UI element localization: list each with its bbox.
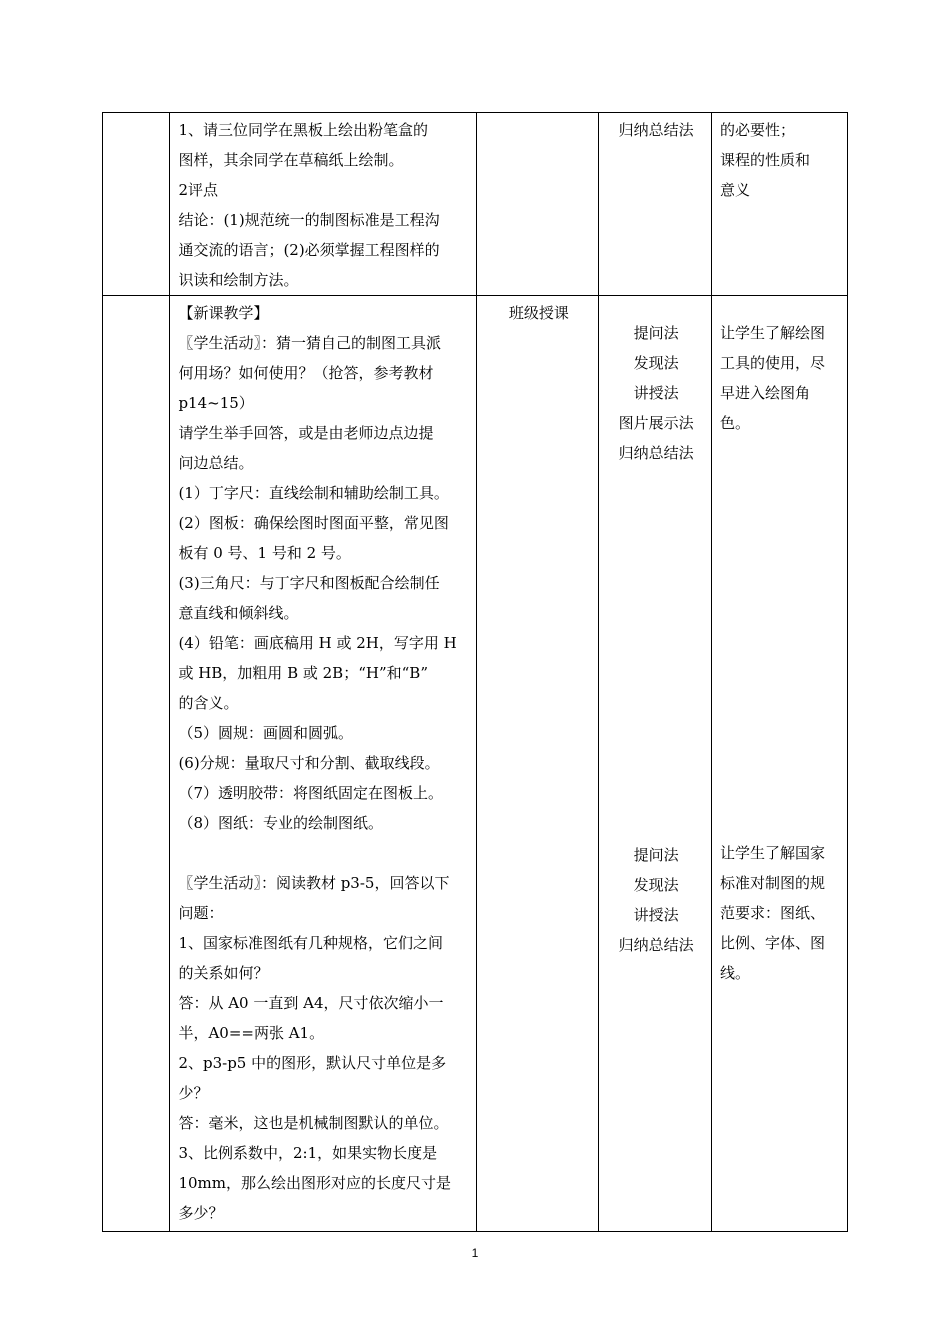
page-number: 1 [471,1246,479,1260]
content-line: (4）铅笔：画底稿用 H 或 2H，写字用 H [178,634,457,652]
content-line: 10mm，那么绘出图形对应的长度尺寸是 [178,1174,451,1192]
content-line: 答：毫米，这也是机械制图默认的单位。 [178,1114,449,1132]
content-line: 何用场？如何使用？（抢答，参考教材 [178,364,434,382]
content-line: 板有 0 号、1 号和 2 号。 [178,544,351,562]
content-line: （5）圆规：画圆和圆弧。 [178,724,353,742]
purpose-line: 让学生了解国家 [720,844,826,862]
content-line: (2）图板：确保绘图时图面平整，常见图 [178,514,449,532]
purpose-line: 早进入绘图角 [720,384,811,402]
lesson-plan-table [102,112,848,1232]
activity-content-cell [170,296,477,1232]
content-line: 识读和绘制方法。 [178,271,299,289]
method-item: 图片展示法 [618,414,694,432]
method-item: 归纳总结法 [618,444,694,462]
purpose-line: 线。 [720,964,751,982]
purpose-cell [712,113,848,296]
content-line: （7）透明胶带：将图纸固定在图板上。 [178,784,443,802]
method-item: 讲授法 [633,906,679,924]
content-line: 多少？ [178,1204,224,1222]
section-heading: 【新课教学】 [178,304,269,322]
spacer [178,838,470,868]
table-row [103,296,848,1232]
method-item: 讲授法 [633,384,679,402]
method-item: 发现法 [633,354,679,372]
method-item: 提问法 [633,846,679,864]
content-line: 或 HB，加粗用 B 或 2B；“H”和“B” [178,664,428,682]
content-line: 的含义。 [178,694,239,712]
content-line: 半，A0==两张 A1。 [178,1024,325,1042]
method-item: 发现法 [633,876,679,894]
blank-cell [103,296,170,1232]
purpose-line: 课程的性质和 [720,151,811,169]
purpose-line: 工具的使用，尽 [720,354,826,372]
method-item: 归纳总结法 [618,121,694,139]
purpose-cell [712,296,848,1232]
blank-cell [103,113,170,296]
purpose-line: 让学生了解绘图 [720,324,826,342]
content-line: （8）图纸：专业的绘制图纸。 [178,814,383,832]
content-line: 意直线和倾斜线。 [178,604,299,622]
purpose-line: 意义 [720,181,751,199]
content-line: (6)分规：量取尺寸和分割、截取线段。 [178,754,440,772]
method-cell [599,296,712,1232]
purpose-line: 比例、字体、图 [720,934,826,952]
content-line: 1、国家标准图纸有几种规格，它们之间 [178,934,443,952]
content-line: 问边总结。 [178,454,254,472]
content-line: 少？ [178,1084,209,1102]
method-item: 归纳总结法 [618,936,694,954]
content-line: 〖学生活动〗：猜一猜自己的制图工具派 [178,334,441,352]
content-line: 图样，其余同学在草稿纸上绘制。 [178,151,404,169]
purpose-line: 的必要性； [720,121,796,139]
content-line: 通交流的语言；(2)必须掌握工程图样的 [178,241,440,259]
content-line: 1、请三位同学在黑板上绘出粉笔盒的 [178,121,428,139]
method-cell [599,113,712,296]
teaching-mode: 班级授课 [508,304,569,322]
content-line: 结论：(1)规范统一的制图标准是工程沟 [178,211,440,229]
purpose-line: 范要求：图纸、 [720,904,826,922]
content-line: 请学生举手回答，或是由老师边点边提 [178,424,434,442]
mode-cell [477,296,599,1232]
content-line: p14~15） [178,394,254,412]
content-line: 2、p3-p5 中的图形，默认尺寸单位是多 [178,1054,447,1072]
mode-cell [477,113,599,296]
purpose-line: 色。 [720,414,751,432]
content-line: (1）丁字尺：直线绘制和辅助绘制工具。 [178,484,449,502]
purpose-line: 标准对制图的规 [720,874,826,892]
content-line: (3)三角尺：与丁字尺和图板配合绘制任 [178,574,440,592]
content-line: 〖学生活动〗：阅读教材 p3-5，回答以下 [178,874,450,892]
content-line: 答：从 A0 一直到 A4，尺寸依次缩小一 [178,994,444,1012]
content-line: 的关系如何？ [178,964,269,982]
method-item: 提问法 [633,324,679,342]
activity-content-cell [170,113,477,296]
content-line: 3、比例系数中，2:1，如果实物长度是 [178,1144,438,1162]
table-row [103,113,848,296]
content-line: 2评点 [178,181,218,199]
content-line: 问题： [178,904,224,922]
